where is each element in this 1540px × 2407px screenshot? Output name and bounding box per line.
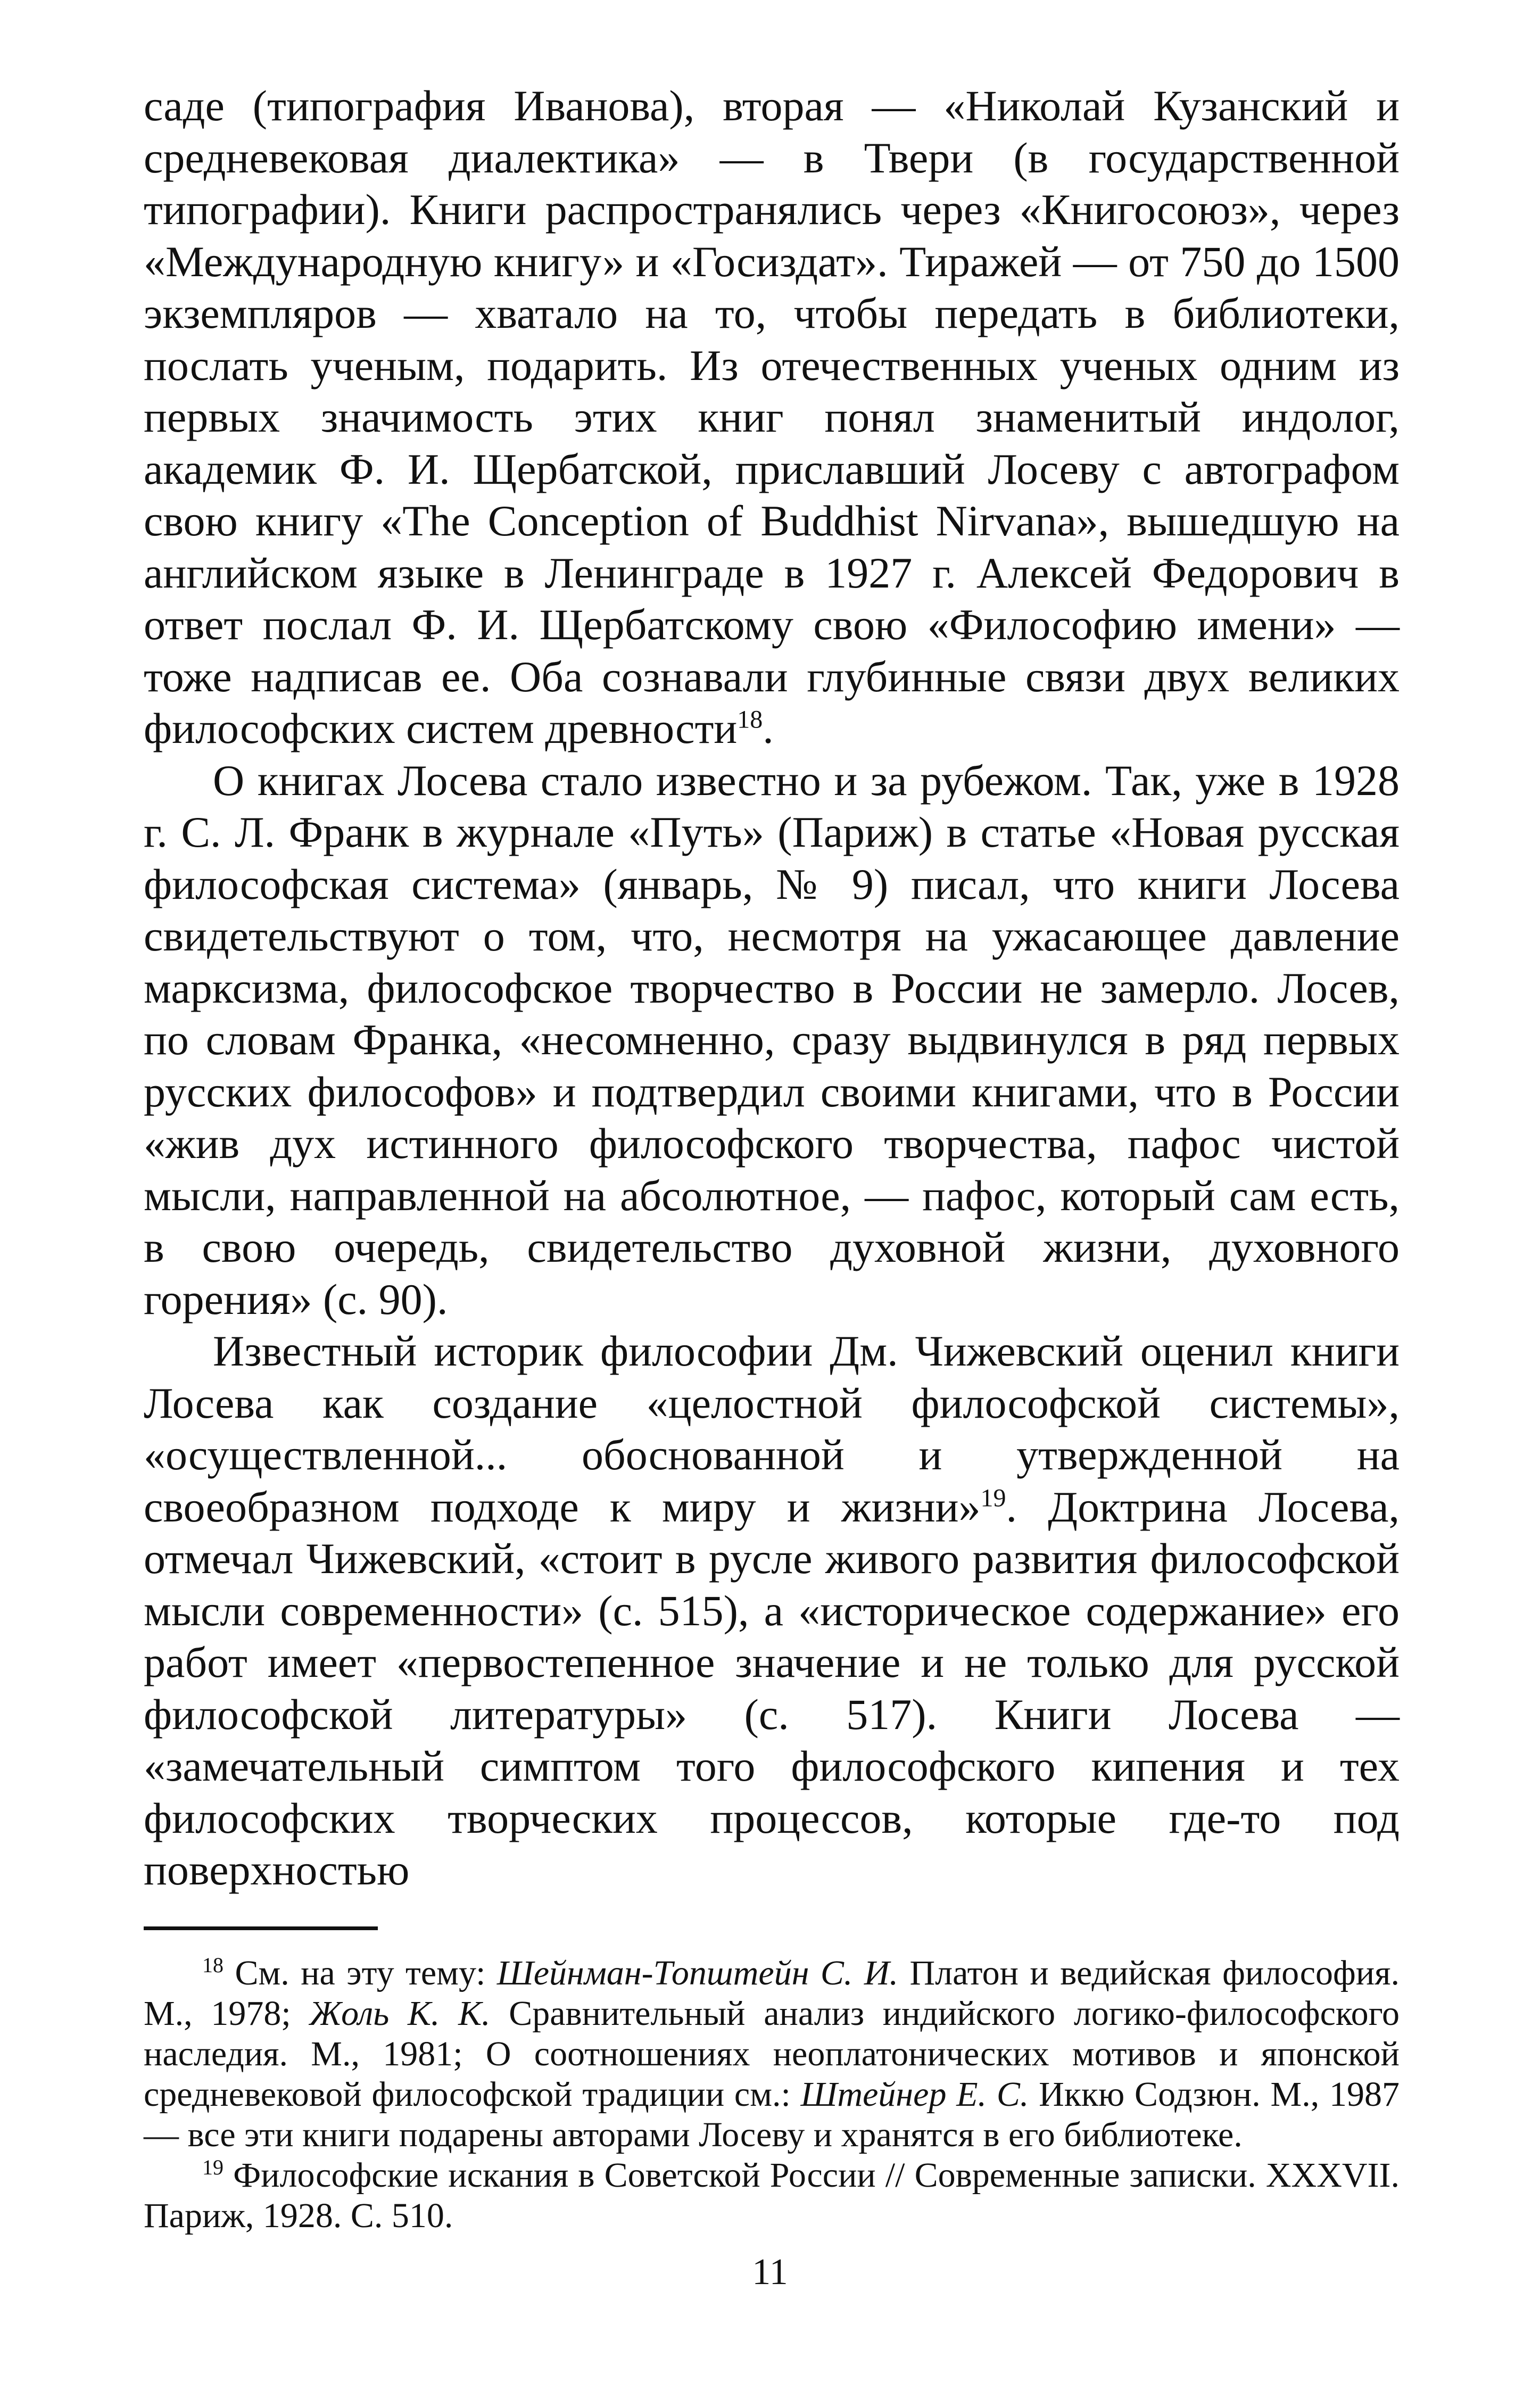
page-body <box>144 80 1400 1896</box>
footnote-18-text-d: Иккю Содзюн. М., 1987 — все эти книги подарены авторами Лосеву и хранятся в его библиотеке. <box>144 2075 1400 2154</box>
paragraph-1 <box>144 80 1400 755</box>
footnote-divider <box>144 1926 378 1930</box>
footnote-19-text: Философские искания в Советской России // Современные записки. XXXVII. Париж, 1928. С. 510. <box>144 2156 1400 2235</box>
footnote-18-author-1: Шейнман-Топштейн С. И. <box>496 1954 899 1992</box>
paragraph-1-text-a: саде (типография Иванова), вторая — «Николай Кузанский и средневековая диалектика» — в Твери (в государственной типографии). Книги распространялись через «Книгосоюз», через «Международную книгу» и «Госиздат». Тиражей — от 750 до 1500 экземпляров — хватало на то, чтобы передать в библиотеки, послать ученым, подарить. Из отечественных ученых одним из первых значимость этих книг понял знаменитый индолог, академик Ф. И. Щербатской, приславший Лосеву с автографом свою книгу «The Conception of Buddhist Nirvana», вышедшую на английском языке в Ленинграде в 1927 г. Алексей Федорович в ответ послал Ф. И. Щербатскому свою «Философию имени» — тоже надписав ее. Оба сознавали глубинные связи двух великих философских систем древности <box>144 81 1400 752</box>
footnotes <box>144 1953 1400 2236</box>
footnote-18-author-3: Штейнер Е. С. <box>800 2075 1029 2114</box>
footnote-ref-19: 19 <box>980 1484 1006 1512</box>
page-number: 11 <box>752 2252 788 2293</box>
paragraph-1-text-b: . <box>763 704 774 752</box>
paragraph-3 <box>144 1325 1400 1896</box>
footnote-18-text-b: Платон и ведийская философия. М., 1978; <box>144 1954 1400 2033</box>
paragraph-3-text-a: Известный историк философии Дм. Чижевский оценил книги Лосева как создание «целостной философской системы», «осуществленной... обоснованной и утвержденной на своеобразном подходе к миру и жизни» <box>144 1327 1400 1531</box>
footnote-18 <box>144 1953 1400 2155</box>
footnote-18-text-a: См. на эту тему: <box>235 1954 497 1992</box>
main-text <box>144 80 1400 1896</box>
footnote-19 <box>144 2155 1400 2236</box>
paragraph-2: О книгах Лосева стало известно и за рубежом. Так, уже в 1928 г. С. Л. Франк в журнале «Путь» (Париж) в статье «Новая русская философская система» (январь, № 9) писал, что книги Лосева свидетельствуют о том, что, несмотря на ужасающее давление марксизма, философское творчество в России не замерло. Лосев, по словам Франка, «несомненно, сразу выдвинулся в ряд первых русских философов» и подтвердил своими книгами, что в России «жив дух истинного философского творчества, пафос чистой мысли, направленной на абсолютное, — пафос, который сам есть, в свою очередь, свидетельство духовной жизни, духовного горения» (с. 90). <box>144 756 1400 1324</box>
footnote-ref-18: 18 <box>737 705 763 734</box>
paragraph-3-text-b: . Доктрина Лосева, отмечал Чижевский, «стоит в русле живого развития философской мысли современности» (с. 515), а «историческое содержание» его работ имеет «первостепенное значение и не только для русской философской литературы» (с. 517). Книги Лосева — «замечательный симптом того философского кипения и тех философских творческих процессов, которые где-то под поверхностью <box>144 1482 1400 1894</box>
footnote-18-number: 18 <box>202 1953 223 1977</box>
footnote-19-number: 19 <box>202 2155 223 2179</box>
footnote-18-text-c: Сравнительный анализ индийского логико-философского наследия. М., 1981; О соотношениях неоплатонических мотивов и японской средневековой философской традиции см.: <box>144 1994 1400 2114</box>
footnote-18-author-2: Жоль К. К. <box>309 1994 491 2033</box>
